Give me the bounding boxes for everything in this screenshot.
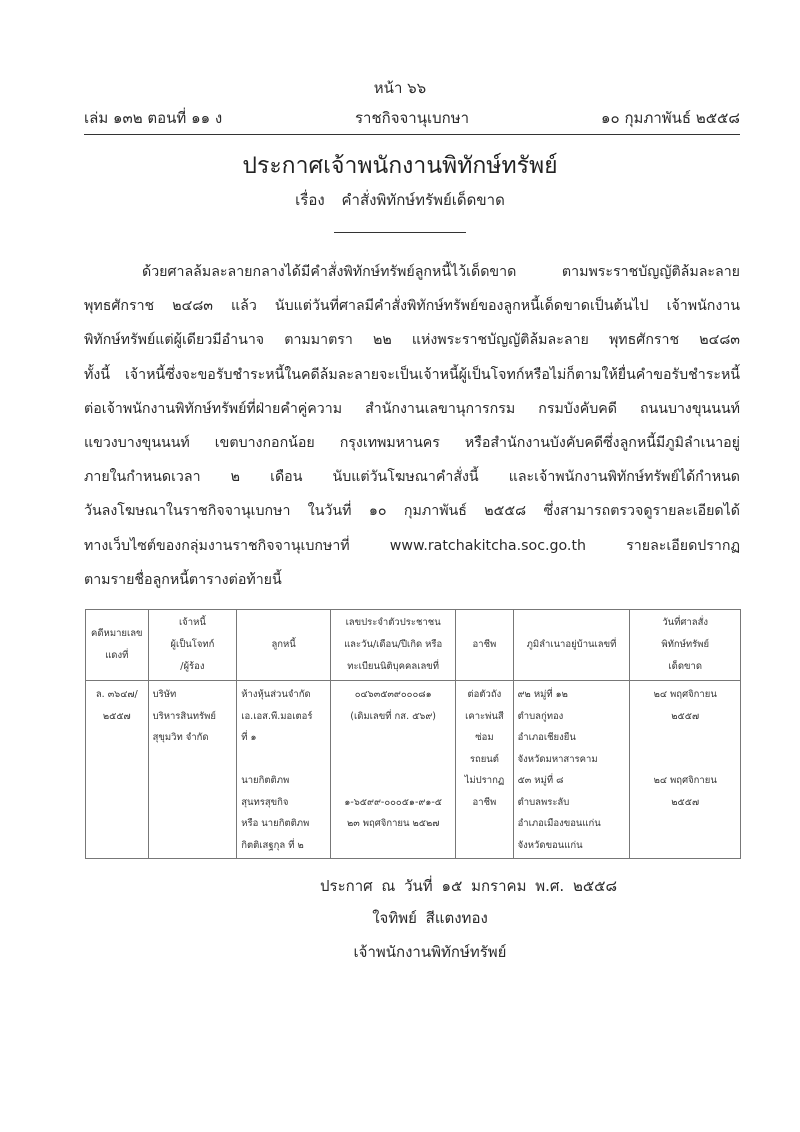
- volume-issue: เล่ม ๑๓๒ ตอนที่ ๑๑ ง: [84, 109, 223, 127]
- body-line-with-url: ทางเว็บไซต์ของกลุ่มงานราชกิจจานุเบกษาที่ www.ratchakitcha.soc.go.th รายละเอียดปรากฏ: [84, 537, 740, 554]
- header-text: ทะเบียนนิติบุคคลเลขที่: [347, 661, 440, 672]
- signatory-name: ใจทิพย์ สีแตงทอง: [372, 909, 488, 927]
- cell-text: ห้างหุ้นส่วนจำกัด: [241, 689, 311, 700]
- header-debtor: [237, 610, 331, 681]
- case-number-cell: [86, 681, 149, 859]
- header-divider: [84, 134, 740, 135]
- header-text: ผู้เป็นโจทก์: [170, 639, 215, 650]
- cell-text: ที่ ๑: [241, 732, 257, 743]
- cell-text: ต่อตัวถัง: [467, 689, 502, 700]
- header-address: [513, 610, 630, 681]
- cell-text: ไม่ปรากฏ: [464, 775, 505, 786]
- cell-text: เอ.เอส.พี.มอเตอร์: [241, 710, 313, 722]
- cell-text: สุขุมวิท จำกัด: [152, 732, 209, 743]
- page-number: หน้า ๖๖: [373, 79, 427, 97]
- subject-text: คำสั่งพิทักษ์ทรัพย์เด็ดขาด: [341, 191, 505, 209]
- header-case-number: [86, 610, 149, 681]
- cell-text: ๒๓ พฤศจิกายน ๒๕๒๗: [346, 818, 440, 829]
- table-row: [86, 681, 741, 859]
- header-text: คดีหมายเลข: [91, 628, 143, 639]
- body-line: แขวงบางขุนนนท์ เขตบางกอกน้อย กรุงเทพมหานคร หรือสำนักงานบังคับคดีซึ่งลูกหนี้มีภูมิลำเนาอยู่: [84, 434, 740, 451]
- cell-text: ตำบลพระลับ: [517, 796, 570, 808]
- creditor-cell: [148, 681, 237, 859]
- publication-name: ราชกิจจานุเบกษา: [354, 109, 470, 127]
- body-line: ต่อเจ้าพนักงานพิทักษ์ทรัพย์ที่ฝ่ายคำคู่ความ สำนักงานเลขานุการกรม กรมบังคับคดี ถนนบางขุนนนท์: [84, 400, 740, 417]
- header-text: และวัน/เดือน/ปีเกิด หรือ: [344, 639, 443, 650]
- body-line: วันลงโฆษณาในราชกิจจานุเบกษา ในวันที่ ๑๐ กุมภาพันธ์ ๒๕๕๘ ซึ่งสามารถตรวจดูรายละเอียดได้: [84, 503, 740, 520]
- announcement-date: ประกาศ ณ วันที่ ๑๕ มกราคม พ.ศ. ๒๕๕๘: [320, 877, 618, 895]
- cell-text: ๒๕๕๗: [102, 710, 131, 722]
- cell-text: (เดิมเลขที่ กส. ๕๖๙): [350, 710, 437, 722]
- body-line: ภายในกำหนดเวลา ๒ เดือน นับแต่วันโฆษณาคำสั่งนี้ และเจ้าพนักงานพิทักษ์ทรัพย์ได้กำหนด: [84, 469, 740, 486]
- announcement-title: ประกาศเจ้าพนักงานพิทักษ์ทรัพย์: [242, 153, 558, 179]
- header-id-number: [331, 610, 456, 681]
- cell-text: ๒๕๕๗: [671, 710, 700, 722]
- id-number-cell: [331, 681, 456, 859]
- header-text: อาชีพ: [472, 639, 497, 650]
- cell-text: ๒๕๕๗: [671, 796, 700, 808]
- subject-label: เรื่อง: [295, 191, 325, 209]
- header-text: แดงที่: [105, 650, 129, 661]
- cell-text: ๕๓ หมู่ที่ ๘: [517, 775, 564, 786]
- header-text: ภูมิลำเนาอยู่บ้านเลขที่: [526, 639, 617, 650]
- header-text: ลูกหนี้: [271, 639, 296, 650]
- title-divider: [334, 232, 466, 233]
- cell-text: ๐๔๖๓๕๓๙๐๐๐๘๑: [354, 689, 432, 700]
- signatory-position: เจ้าพนักงานพิทักษ์ทรัพย์: [353, 943, 507, 961]
- header-text: พิทักษ์ทรัพย์: [661, 639, 710, 650]
- header-text: เจ้าหนี้: [178, 617, 206, 628]
- announcement-body: [84, 255, 740, 597]
- cell-text: ล. ๓๖๔๗/: [95, 689, 138, 700]
- header-text: เลขประจำตัวประชาชน: [345, 617, 441, 628]
- address-cell: [513, 681, 630, 859]
- cell-text: นายกิตติภพ: [241, 775, 290, 786]
- debtor-name-cell: [237, 681, 331, 859]
- body-line: ด้วยศาลล้มละลายกลางได้มีคำสั่งพิทักษ์ทรัพย์ลูกหนี้ไว้เด็ดขาด ตามพระราชบัญญัติล้มละลาย: [142, 264, 740, 280]
- cell-text: ๒๔ พฤศจิกายน: [653, 689, 717, 700]
- announcement-subject: [0, 188, 800, 212]
- cell-text: บริษัท: [152, 689, 177, 700]
- cell-text: กิตติเสฐกุล ที่ ๒: [241, 839, 304, 851]
- header-text: เด็ดขาด: [668, 661, 702, 672]
- cell-text: ซ่อม: [475, 732, 494, 743]
- cell-text: ๙๒ หมู่ที่ ๑๒: [517, 689, 568, 700]
- table-header-row: [86, 610, 741, 681]
- header-order-date: [630, 610, 741, 681]
- gazette-header: [84, 106, 740, 130]
- cell-text: อาชีพ: [472, 796, 497, 808]
- occupation-cell: [456, 681, 513, 859]
- header-text: /ผู้ร้อง: [180, 661, 205, 672]
- order-date-cell: [630, 681, 741, 859]
- header-occupation: [456, 610, 513, 681]
- header-creditor: [148, 610, 237, 681]
- debtor-table: [85, 609, 741, 859]
- cell-text: จังหวัดมหาสารคาม: [517, 753, 598, 765]
- cell-text: อำเภอเมืองขอนแก่น: [517, 818, 601, 829]
- cell-text: จังหวัดขอนแก่น: [517, 839, 583, 851]
- body-line: ตามรายชื่อลูกหนี้ตารางต่อท้ายนี้: [84, 571, 282, 588]
- body-line: ทั้งนี้ เจ้าหนี้ซึ่งจะขอรับชำระหนี้ในคดีล้มละลายจะเป็นเจ้าหนี้ผู้เป็นโจทก์หรือไม่ก็ตามให้ยื่นคำขอรับชำระหนี้: [84, 366, 740, 383]
- cell-text: ๑-๖๕๙๙-๐๐๐๕๑-๙๑-๕: [344, 796, 442, 808]
- cell-text: บริหารสินทรัพย์: [152, 710, 216, 722]
- cell-text: ๒๔ พฤศจิกายน: [653, 775, 717, 786]
- body-line: พิทักษ์ทรัพย์แต่ผู้เดียวมีอำนาจ ตามมาตรา ๒๒ แห่งพระราชบัญญัติล้มละลาย พุทธศักราช ๒๔๘๓: [84, 332, 740, 349]
- cell-text: ตำบลกู่ทอง: [517, 710, 564, 722]
- publication-date: ๑๐ กุมภาพันธ์ ๒๕๕๘: [601, 109, 740, 127]
- cell-text: เคาะพ่นสี: [465, 710, 504, 722]
- header-text: วันที่ศาลสั่ง: [662, 617, 709, 628]
- cell-text: อำเภอเชียงยืน: [517, 732, 576, 743]
- body-line: พุทธศักราช ๒๔๘๓ แล้ว นับแต่วันที่ศาลมีคำสั่งพิทักษ์ทรัพย์ของลูกหนี้เด็ดขาดเป็นต้นไป เจ้าพนักงาน: [84, 298, 740, 315]
- cell-text: สุนทรสุขกิจ: [241, 796, 289, 808]
- cell-text: รถยนต์: [469, 753, 499, 765]
- cell-text: หรือ นายกิตติภพ: [241, 818, 310, 829]
